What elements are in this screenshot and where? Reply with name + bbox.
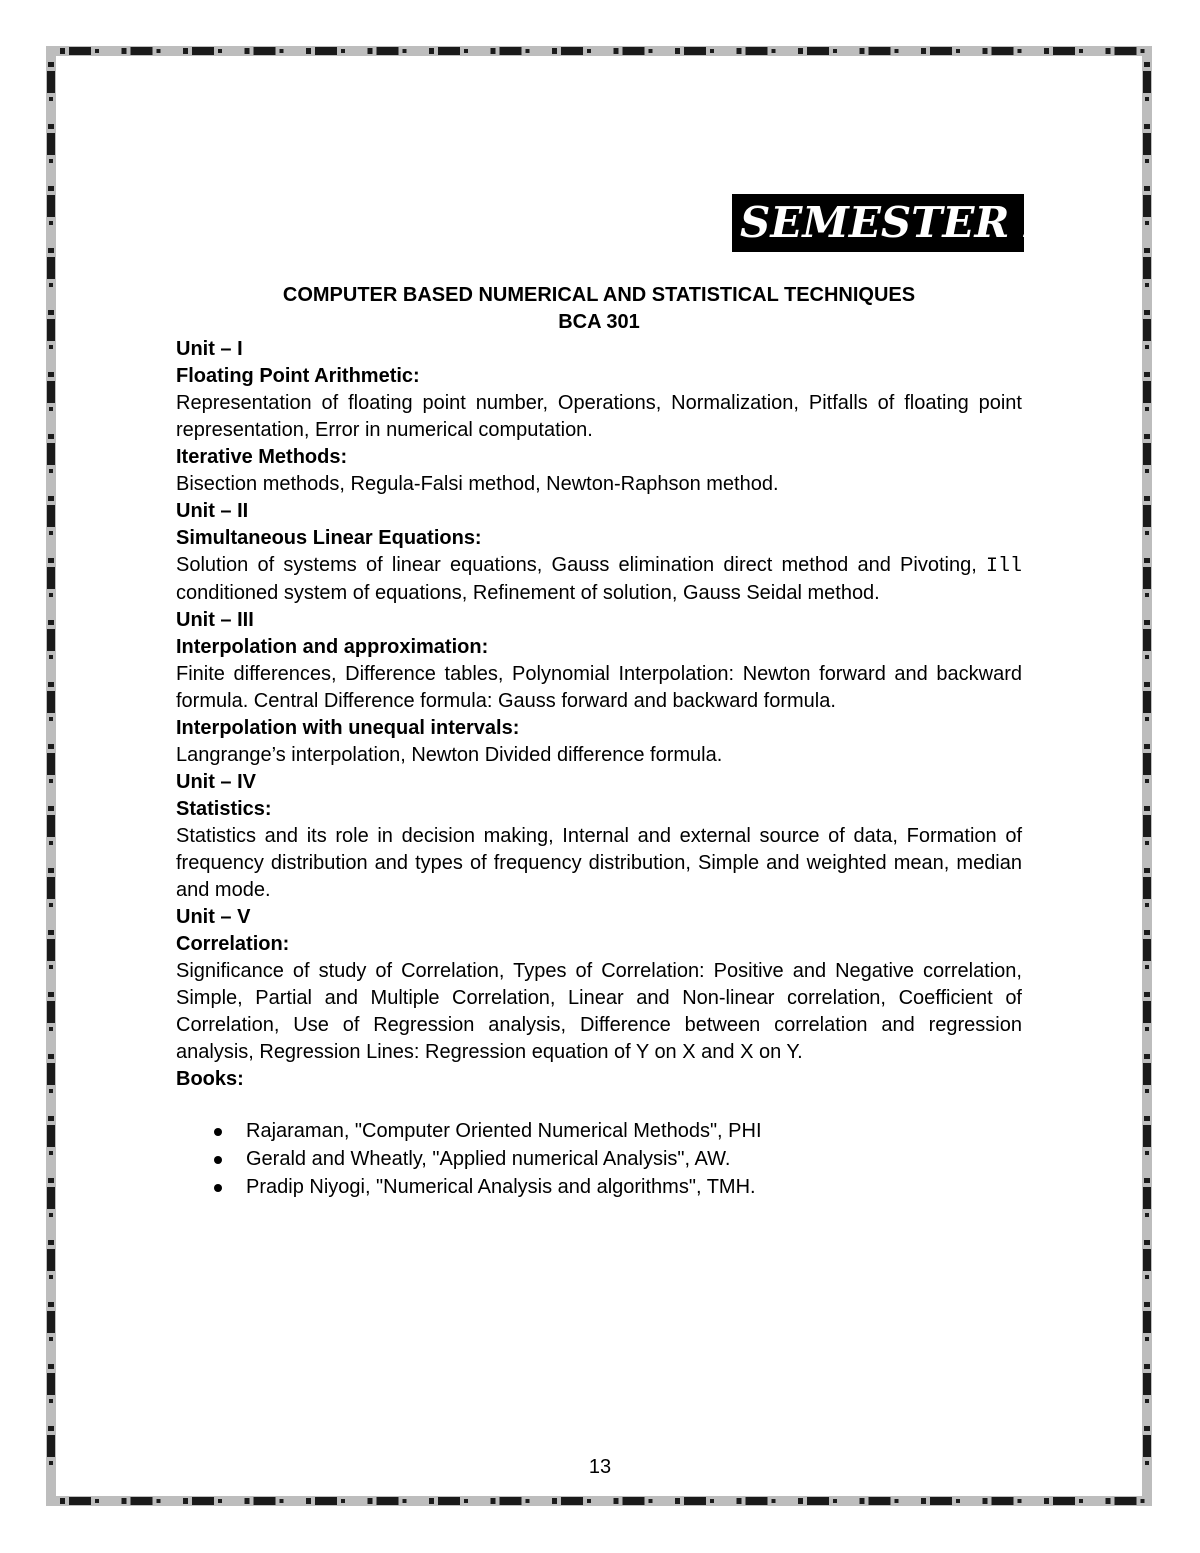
border-segment [245, 1498, 250, 1504]
border-segment [47, 753, 55, 775]
border-segment [48, 1302, 54, 1307]
border-segment [798, 48, 803, 54]
border-segment [429, 48, 434, 54]
border-segment [46, 46, 1152, 56]
border-segment [1145, 1213, 1149, 1217]
border-segment [587, 1499, 591, 1503]
book-text: Rajaraman, "Computer Oriented Numerical Methods", PHI [246, 1120, 762, 1142]
border-segment [69, 1497, 91, 1505]
border-segment [47, 381, 55, 403]
border-segment [377, 47, 399, 55]
border-segment [1145, 903, 1149, 907]
border-segment [95, 1499, 99, 1503]
border-segment [1143, 939, 1151, 961]
border-segment [1018, 49, 1022, 53]
border-segment [1145, 965, 1149, 969]
border-segment [807, 47, 829, 55]
border-segment [48, 992, 54, 997]
border-segment [1143, 257, 1151, 279]
border-segment [306, 1498, 311, 1504]
border-segment [49, 221, 53, 225]
border-segment [1144, 1178, 1150, 1183]
border-segment [491, 1498, 496, 1504]
border-segment [192, 1497, 214, 1505]
border-segment [1143, 1187, 1151, 1209]
border-segment [47, 1435, 55, 1457]
border-segment [49, 779, 53, 783]
border-segment [47, 71, 55, 93]
interpolation-heading: Interpolation and approximation: [176, 636, 489, 658]
books-heading: Books: [176, 1068, 244, 1090]
border-segment [438, 1497, 460, 1505]
border-segment [552, 1498, 557, 1504]
border-segment [47, 443, 55, 465]
border-segment [746, 1497, 768, 1505]
border-segment [1144, 1426, 1150, 1431]
border-segment [1044, 1498, 1049, 1504]
border-segment [1144, 1054, 1150, 1059]
border-segment [48, 806, 54, 811]
border-segment [1144, 434, 1150, 439]
border-segment [1145, 469, 1149, 473]
border-segment [218, 49, 222, 53]
border-segment [131, 47, 153, 55]
border-segment [1143, 381, 1151, 403]
border-segment [49, 407, 53, 411]
border-segment [47, 877, 55, 899]
border-segment [280, 49, 284, 53]
border-segment [833, 1499, 837, 1503]
border-segment [1143, 1249, 1151, 1271]
border-segment [95, 49, 99, 53]
border-segment [623, 1497, 645, 1505]
border-segment [341, 1499, 345, 1503]
border-segment [1143, 753, 1151, 775]
border-segment [614, 1498, 619, 1504]
border-segment [49, 965, 53, 969]
border-segment [1144, 1302, 1150, 1307]
bullet-icon [214, 1156, 222, 1164]
border-segment [48, 124, 54, 129]
border-segment [60, 1498, 65, 1504]
border-segment [1143, 1125, 1151, 1147]
border-segment [1106, 48, 1111, 54]
border-segment [1143, 629, 1151, 651]
border-segment [1115, 1497, 1137, 1505]
border-segment [464, 1499, 468, 1503]
border-segment [1144, 186, 1150, 191]
border-segment [1143, 877, 1151, 899]
border-segment [47, 1249, 55, 1271]
border-segment [1145, 1337, 1149, 1341]
border-segment [1115, 47, 1137, 55]
border-segment [1145, 407, 1149, 411]
border-segment [48, 1426, 54, 1431]
border-segment [1145, 841, 1149, 845]
unit-1-label: Unit – I [176, 338, 243, 360]
border-segment [500, 47, 522, 55]
border-segment [48, 1054, 54, 1059]
border-segment [526, 49, 530, 53]
border-segment [1144, 682, 1150, 687]
border-segment [1144, 1116, 1150, 1121]
border-segment [1141, 49, 1145, 53]
border-segment [869, 47, 891, 55]
border-segment [47, 1373, 55, 1395]
border-segment [46, 46, 56, 1506]
border-segment [47, 1063, 55, 1085]
border-segment [930, 1497, 952, 1505]
border-segment [956, 1499, 960, 1503]
border-segment [1144, 744, 1150, 749]
border-segment [737, 48, 742, 54]
border-segment [1145, 345, 1149, 349]
border-segment [48, 496, 54, 501]
border-segment [48, 434, 54, 439]
border-segment [1079, 1499, 1083, 1503]
border-segment [710, 49, 714, 53]
border-segment [122, 1498, 127, 1504]
border-segment [491, 48, 496, 54]
border-segment [1145, 1399, 1149, 1403]
border-segment [860, 48, 865, 54]
linear-text-part-a: Solution of systems of linear equations, Gauss elimination direct method and Pivoting, [176, 554, 986, 576]
border-segment [48, 868, 54, 873]
border-segment [1143, 691, 1151, 713]
border-segment [403, 1499, 407, 1503]
border-segment [1144, 62, 1150, 67]
border-segment [1145, 1151, 1149, 1155]
border-segment [772, 49, 776, 53]
border-segment [1145, 1027, 1149, 1031]
border-segment [1106, 1498, 1111, 1504]
border-segment [49, 1027, 53, 1031]
border-segment [49, 593, 53, 597]
border-segment [157, 1499, 161, 1503]
border-segment [47, 629, 55, 651]
border-segment [807, 1497, 829, 1505]
border-segment [623, 47, 645, 55]
border-segment [1143, 505, 1151, 527]
border-segment [49, 531, 53, 535]
border-segment [49, 1337, 53, 1341]
border-segment [1145, 531, 1149, 535]
book-item [176, 1145, 1022, 1173]
floating-point-heading: Floating Point Arithmetic: [176, 365, 420, 387]
border-segment [48, 558, 54, 563]
unequal-intervals-heading: Interpolation with unequal intervals: [176, 717, 520, 739]
border-segment [218, 1499, 222, 1503]
border-segment [684, 1497, 706, 1505]
unit-2-label: Unit – II [176, 500, 249, 522]
book-item [176, 1117, 1022, 1145]
border-segment [183, 48, 188, 54]
border-segment [368, 1498, 373, 1504]
border-segment [48, 930, 54, 935]
border-segment [1145, 717, 1149, 721]
border-segment [1144, 124, 1150, 129]
border-segment [1144, 930, 1150, 935]
border-segment [983, 48, 988, 54]
border-segment [49, 469, 53, 473]
border-segment [1143, 1311, 1151, 1333]
course-title: COMPUTER BASED NUMERICAL AND STATISTICAL TECHNIQUES [282, 284, 916, 306]
border-segment [798, 1498, 803, 1504]
border-segment [48, 62, 54, 67]
border-segment [1144, 992, 1150, 997]
books-list [176, 1117, 1022, 1201]
border-segment [69, 47, 91, 55]
border-segment [1143, 1435, 1151, 1457]
border-segment [983, 1498, 988, 1504]
linear-equations-heading: Simultaneous Linear Equations: [176, 527, 482, 549]
border-segment [1143, 1063, 1151, 1085]
border-segment [47, 1187, 55, 1209]
border-segment [860, 1498, 865, 1504]
border-segment [48, 682, 54, 687]
border-segment [48, 744, 54, 749]
border-segment [306, 48, 311, 54]
correlation-text: Significance of study of Correlation, Types of Correlation: Positive and Negative correlation, Simple, Partial and Multiple Correlation, Linear and Non-linear correlation, Coefficient of Correlation, Use of Regression analysis, Difference between correlation and regression analysis, Regression Lines: Regression equation of Y on X and X on Y. [176, 960, 1022, 1063]
border-segment [614, 48, 619, 54]
border-segment [1044, 48, 1049, 54]
border-segment [48, 1178, 54, 1183]
border-segment [49, 1275, 53, 1279]
border-segment [561, 1497, 583, 1505]
border-segment [833, 49, 837, 53]
border-segment [49, 1089, 53, 1093]
border-segment [746, 47, 768, 55]
border-segment [587, 49, 591, 53]
border-segment [772, 1499, 776, 1503]
border-segment [49, 345, 53, 349]
border-segment [49, 1213, 53, 1217]
interpolation-text: Finite differences, Difference tables, Polynomial Interpolation: Newton forward and backward formula. Central Difference formula: Gauss forward and backward formula. [176, 663, 1022, 712]
border-segment [49, 283, 53, 287]
border-segment [48, 372, 54, 377]
border-segment [1143, 195, 1151, 217]
unit-4-label: Unit – IV [176, 771, 257, 793]
border-segment [47, 195, 55, 217]
border-segment [921, 1498, 926, 1504]
border-segment [1144, 558, 1150, 563]
border-segment [280, 1499, 284, 1503]
border-segment [649, 49, 653, 53]
border-segment [245, 48, 250, 54]
border-segment [49, 841, 53, 845]
border-segment [1143, 443, 1151, 465]
border-segment [1143, 133, 1151, 155]
border-segment [47, 939, 55, 961]
border-segment [1144, 310, 1150, 315]
correlation-heading: Correlation: [176, 933, 290, 955]
border-segment [49, 1151, 53, 1155]
border-segment [1144, 372, 1150, 377]
border-segment [47, 257, 55, 279]
border-segment [1145, 593, 1149, 597]
iterative-methods-heading: Iterative Methods: [176, 446, 348, 468]
border-segment [48, 248, 54, 253]
border-segment [315, 47, 337, 55]
border-segment [1141, 1499, 1145, 1503]
border-segment [46, 1496, 1152, 1506]
border-segment [869, 1497, 891, 1505]
border-segment [47, 1125, 55, 1147]
border-segment [48, 186, 54, 191]
border-segment [48, 1364, 54, 1369]
book-text: Gerald and Wheatly, "Applied numerical Analysis", AW. [246, 1148, 731, 1170]
border-segment [47, 567, 55, 589]
course-code: BCA 301 [558, 311, 640, 333]
bullet-icon [214, 1184, 222, 1192]
border-segment [500, 1497, 522, 1505]
border-segment [131, 1497, 153, 1505]
border-segment [49, 655, 53, 659]
border-segment [403, 49, 407, 53]
border-segment [1144, 620, 1150, 625]
border-segment [48, 620, 54, 625]
border-segment [1145, 655, 1149, 659]
border-segment [1144, 868, 1150, 873]
border-segment [675, 1498, 680, 1504]
border-segment [1018, 1499, 1022, 1503]
border-segment [675, 48, 680, 54]
border-segment [48, 1240, 54, 1245]
border-segment [921, 48, 926, 54]
border-segment [183, 1498, 188, 1504]
unequal-intervals-text: Langrange’s interpolation, Newton Divided difference formula. [176, 744, 723, 766]
border-segment [47, 815, 55, 837]
border-segment [157, 49, 161, 53]
book-item [176, 1173, 1022, 1201]
border-segment [526, 1499, 530, 1503]
border-segment [49, 97, 53, 101]
border-segment [956, 49, 960, 53]
border-segment [895, 1499, 899, 1503]
border-segment [377, 1497, 399, 1505]
border-segment [1144, 806, 1150, 811]
border-segment [192, 47, 214, 55]
linear-text-part-b: conditioned system of equations, Refinement of solution, Gauss Seidal method. [176, 582, 880, 604]
bullet-icon [214, 1128, 222, 1136]
border-segment [1143, 71, 1151, 93]
border-segment [1143, 815, 1151, 837]
border-segment [254, 1497, 276, 1505]
border-segment [48, 1116, 54, 1121]
border-segment [254, 47, 276, 55]
border-segment [561, 47, 583, 55]
border-segment [49, 717, 53, 721]
border-segment [1145, 779, 1149, 783]
border-segment [47, 691, 55, 713]
border-segment [1053, 47, 1075, 55]
statistics-text: Statistics and its role in decision making, Internal and external source of data, Formation of frequency distribution and types of frequency distribution, Simple and weighted mean, median and mode. [176, 825, 1022, 901]
border-segment [992, 47, 1014, 55]
border-segment [1144, 1364, 1150, 1369]
linear-text-mono: Ill [985, 555, 1022, 578]
border-segment [1145, 283, 1149, 287]
book-text: Pradip Niyogi, "Numerical Analysis and algorithms", TMH. [246, 1176, 756, 1198]
border-segment [1145, 159, 1149, 163]
border-segment [438, 47, 460, 55]
statistics-heading: Statistics: [176, 798, 272, 820]
unit-3-label: Unit – III [176, 609, 254, 631]
border-segment [1143, 1373, 1151, 1395]
border-segment [1145, 1089, 1149, 1093]
border-segment [737, 1498, 742, 1504]
border-segment [122, 48, 127, 54]
border-segment [1079, 49, 1083, 53]
border-segment [48, 310, 54, 315]
border-segment [47, 1001, 55, 1023]
border-segment [315, 1497, 337, 1505]
border-segment [1143, 1001, 1151, 1023]
linear-equations-text [176, 552, 1022, 607]
semester-badge: SEMESTER III [732, 194, 1024, 252]
border-segment [341, 49, 345, 53]
iterative-methods-text: Bisection methods, Regula-Falsi method, Newton-Raphson method. [176, 473, 779, 495]
border-segment [429, 1498, 434, 1504]
border-segment [1145, 221, 1149, 225]
border-segment [49, 1399, 53, 1403]
border-segment [49, 159, 53, 163]
border-segment [684, 47, 706, 55]
border-segment [930, 47, 952, 55]
border-segment [992, 1497, 1014, 1505]
border-segment [1053, 1497, 1075, 1505]
border-segment [1142, 46, 1152, 1506]
border-segment [49, 903, 53, 907]
border-segment [1145, 97, 1149, 101]
border-segment [1145, 1275, 1149, 1279]
border-segment [60, 48, 65, 54]
border-segment [464, 49, 468, 53]
border-segment [47, 505, 55, 527]
border-segment [1144, 248, 1150, 253]
border-segment [368, 48, 373, 54]
border-segment [47, 319, 55, 341]
border-segment [710, 1499, 714, 1503]
border-segment [47, 1311, 55, 1333]
floating-point-text: Representation of floating point number, Operations, Normalization, Pitfalls of floating point representation, Error in numerical computation. [176, 392, 1022, 441]
border-segment [552, 48, 557, 54]
border-segment [1143, 567, 1151, 589]
page-number: 13 [588, 1456, 612, 1478]
border-segment [47, 133, 55, 155]
border-segment [1143, 319, 1151, 341]
border-segment [1144, 496, 1150, 501]
syllabus-content [176, 282, 1022, 1201]
border-segment [649, 1499, 653, 1503]
border-segment [895, 49, 899, 53]
border-segment [1144, 1240, 1150, 1245]
unit-5-label: Unit – V [176, 906, 251, 928]
